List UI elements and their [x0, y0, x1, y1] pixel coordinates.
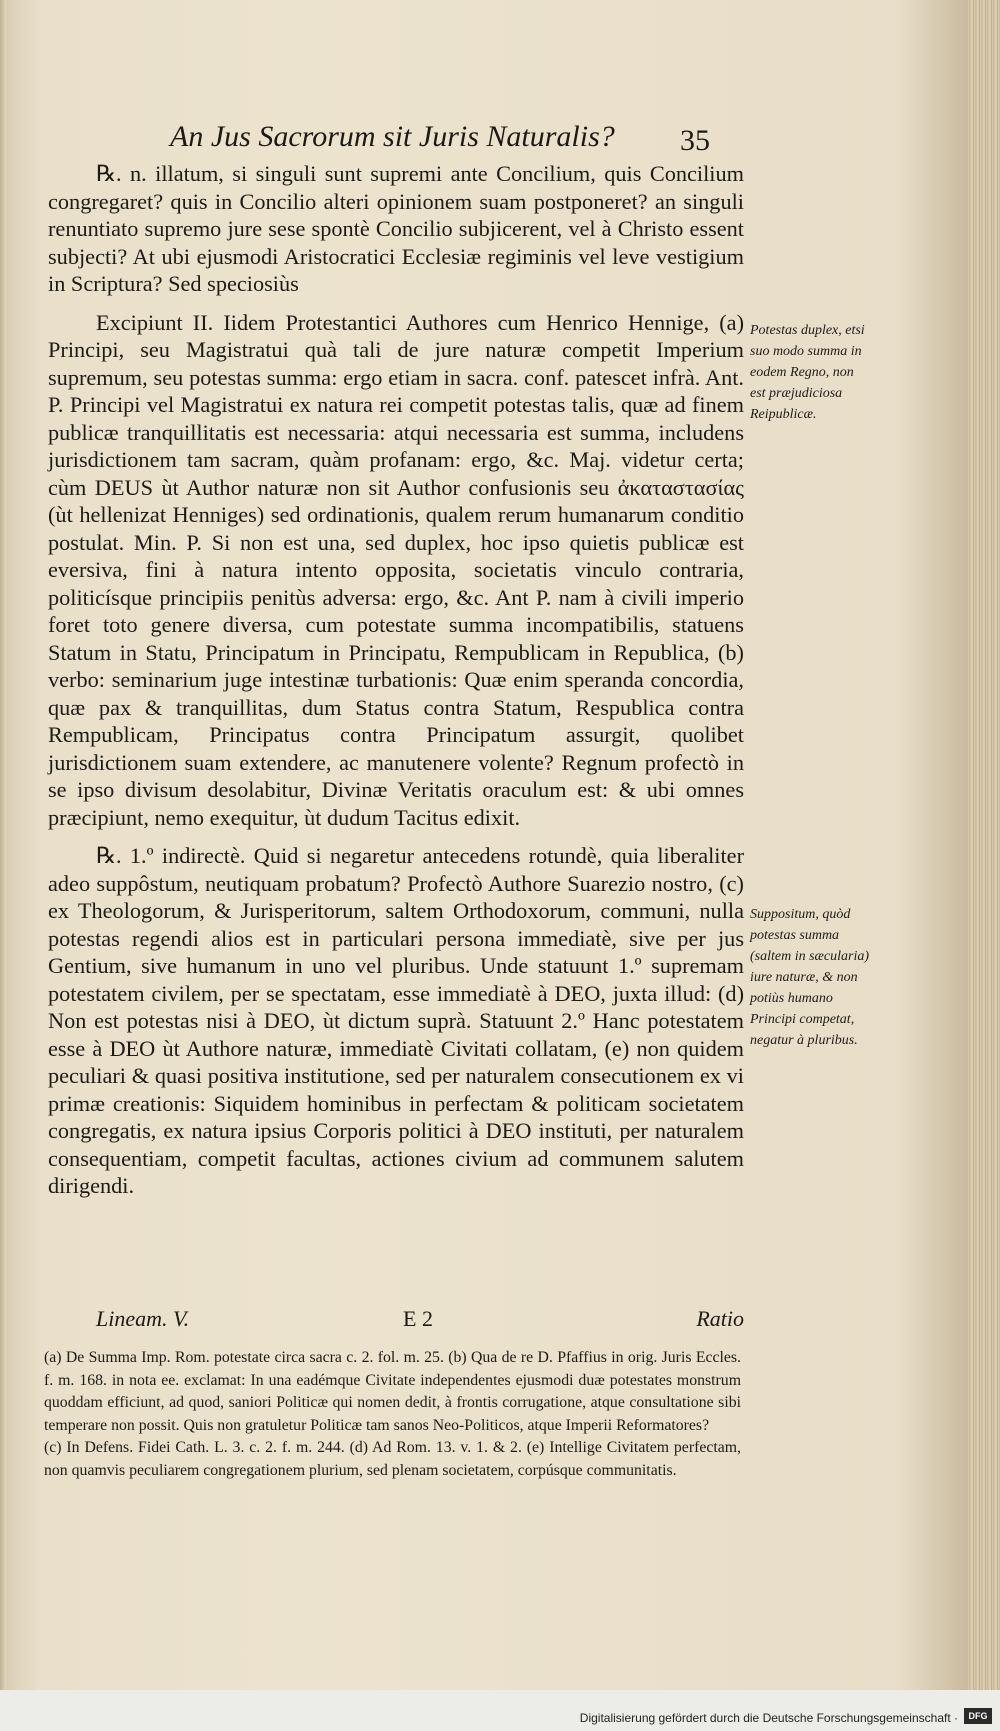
footnote-block-1: (a) De Summa Imp. Rom. potestate circa sacra c. 2. fol. m. 25. (b) Qua de re D. Pfaffius in orig. Juris Eccles. f. m. 168. in nota ee. exclamat: In una eadémque Civitate independentes ejusmodi duæ potestates monstrum quoddam efficiunt, ad quod, saniori Politicæ qui nomen dedit, à frontis corrugatione, atque consultatione sibi temperare non possit. Quis non gratuletur Politicæ tam sanos Neo-Politicos, atque Imperii Reformatores?: [44, 1349, 741, 1434]
catchword: Ratio: [696, 1306, 744, 1331]
margin-note-2: Suppositum, quòd potestas summa (saltem in sæcularia) iure naturæ, & non potiùs humano Principi competat, negatur à pluribus.: [750, 907, 869, 1048]
book-fore-edge: [968, 0, 1000, 1690]
dfg-logo-icon: DFG: [964, 1708, 992, 1724]
paragraph-3: ℞. 1.º indirectè. Quid si negaretur antecedens rotundè, quia liberaliter adeo suppôstum, neutiquam probatum? Profectò Authore Suarezio nostro, (c) ex Theologorum, & Jurisperitorum, saltem Orthodoxorum, communi, nulla potestas regendi alios est in particulari persona immediatè, sive per jus Gentium, sive humanum in uno vel pluribus. Unde statuunt 1.º supremam potestatem civilem, per se spectatam, esse immediatè à DEO, juxta illud: (d) Non est potestas nisi à DEO, ùt dictum suprà. Statuunt 2.º Hanc potestatem esse à DEO ùt Authore naturæ, immediatè Civitati collatam, (e) non quidem peculiari & quasi positiva institutione, sed per naturalem consecutionem ex vi primæ creationis: Siquidem hominibus in perfectam & politicam societatem congregatis, ex natura ipsius Corporis politici à DEO instituti, per naturalem consequentiam, competit facultas, actiones civium ad communem salutem dirigendi.: [48, 843, 744, 1198]
page-number: 35: [680, 124, 710, 157]
margin-note-1-text: Potestas duplex, etsi suo modo summa in eodem Regno, non est præjudiciosa Reipublicæ.: [750, 323, 865, 422]
paragraph-2: Excipiunt II. Iidem Protestantici Authores cum Henrico Hennige, (a) Principi, seu Magistratui quà tali de jure naturæ competit Imperium supremum, seu potestas summa: ergo etiam in sacra. conf. patescet infrà. Ant. P. Principi vel Magistratui ex natura rei competit potestas talis, quæ ad finem publicæ tranquillitatis est necessaria: atqui necessaria est summa, includens jurisdictionem tam sacram, quàm profanam: ergo, &c. Maj. videtur certa; cùm DEUS ùt Author naturæ non sit Author confusionis seu ἀκαταστασίας (ùt hellenizat Henniges) sed ordinationis, qualem rerum humanarum conditio postulat. Min. P. Si non est una, sed duplex, hoc ipso quietis publicæ est eversiva, fini à natura intento opposita, societatis vinculo contraria, politicísque principiis penitùs adversa: ergo, &c. Ant P. nam à civili imperio foret toto genere diversa, cum potestate summa incompatibilis, statuens Statum in Statu, Principatum in Principatu, Rempublicam in Republica, (b) verbo: seminarium juge intestinæ turbationis: Quæ enim speranda concordia, quæ pax & tranquillitas, dum Status contra Statum, Respublica contra Rempublicam, Principatus contra Principatum assurgit, quolibet jurisdictionem suam extendere, ac manutenere volente? Regnum profectò in se ipso divisum desolabitur, Divinæ Veritatis oraculum est: & ubi omnes præcipiunt, nemo exequitur, ùt dudum Tacitus edixit.: [48, 309, 744, 830]
main-text: [48, 160, 744, 1200]
footnote-block-2: (c) In Defens. Fidei Cath. L. 3. c. 2. f. m. 244. (d) Ad Rom. 13. v. 1. & 2. (e) Intellige Civitatem perfectam, non quamvis peculiarem congregationem plurium, sed plenam societatem, corpúsque communitatis.: [44, 1439, 741, 1479]
paragraph-1: ℞. n. illatum, si singuli sunt supremi ante Concilium, quis Concilium congregaret? quis in Concilio alteri opinionem suam postponeret? an singuli renuntiato supremo jure sese spontè Concilio subjicerent, vel à Christo essent subjecti? At ubi ejusmodi Aristocratici Ecclesiæ regiminis vel leve vestigium in Scriptura? Sed speciosiùs: [48, 161, 744, 296]
digitization-credit: Digitalisierung gefördert durch die Deutsche Forschungsgemeinschaft ·: [579, 1711, 958, 1725]
signature-left: Lineam. V.: [96, 1306, 190, 1331]
signature-mark: E 2: [403, 1306, 433, 1331]
running-title: An Jus Sacrorum sit Juris Naturalis?: [170, 120, 615, 153]
signature-line: [48, 1306, 744, 1338]
page-gutter-shadow: [0, 0, 6, 1690]
footnotes: [44, 1347, 741, 1482]
